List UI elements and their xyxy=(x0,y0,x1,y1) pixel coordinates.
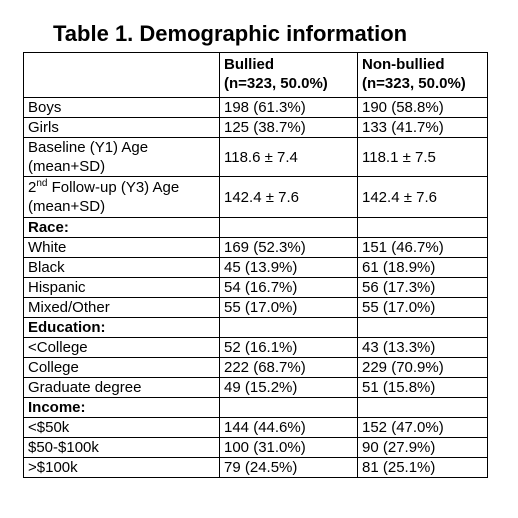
empty-cell xyxy=(220,318,358,338)
nonbullied-value: 133 (41.7%) xyxy=(358,118,488,138)
row-label: Mixed/Other xyxy=(24,298,220,318)
nonbullied-value: 81 (25.1%) xyxy=(358,458,488,478)
table-title: Table 1. Demographic information xyxy=(53,21,408,46)
table-row-followup-age xyxy=(24,177,488,218)
table-row-graduate-degree xyxy=(24,378,488,398)
row-label-rest: Follow-up (Y3) Age xyxy=(47,179,180,196)
ordinal-suffix: nd xyxy=(36,178,48,189)
row-label: $50-$100k xyxy=(24,438,220,458)
table-header-row xyxy=(24,53,488,98)
bullied-value: 169 (52.3%) xyxy=(220,238,358,258)
nonbullied-value: 55 (17.0%) xyxy=(358,298,488,318)
table-row-income-under-50k xyxy=(24,418,488,438)
section-label: Education: xyxy=(24,318,220,338)
section-label: Income: xyxy=(24,398,220,418)
row-label: <College xyxy=(24,338,220,358)
table-row-income-50-100k xyxy=(24,438,488,458)
row-label: Graduate degree xyxy=(24,378,220,398)
empty-cell xyxy=(358,218,488,238)
row-label-line2: (mean+SD) xyxy=(28,158,106,175)
row-label xyxy=(24,177,220,218)
row-label-line1 xyxy=(28,178,215,197)
row-label: Girls xyxy=(24,118,220,138)
table-row-girls xyxy=(24,118,488,138)
nonbullied-value: 51 (15.8%) xyxy=(358,378,488,398)
table-row-black xyxy=(24,258,488,278)
table-row-baseline-age xyxy=(24,138,488,177)
bullied-value: 198 (61.3%) xyxy=(220,98,358,118)
nonbullied-value: 229 (70.9%) xyxy=(358,358,488,378)
row-label xyxy=(24,138,220,177)
demographic-table xyxy=(23,52,488,478)
row-label: Boys xyxy=(24,98,220,118)
section-row-race xyxy=(24,218,488,238)
empty-cell xyxy=(358,398,488,418)
row-label-line2: (mean+SD) xyxy=(28,198,106,215)
section-row-education xyxy=(24,318,488,338)
nonbullied-value: 190 (58.8%) xyxy=(358,98,488,118)
row-label-line1: Baseline (Y1) Age xyxy=(28,139,149,156)
header-nonbullied xyxy=(358,53,488,98)
bullied-value: 100 (31.0%) xyxy=(220,438,358,458)
header-bullied-n: (n=323, 50.0%) xyxy=(224,75,328,92)
table-row-mixed-other xyxy=(24,298,488,318)
table-row-income-over-100k xyxy=(24,458,488,478)
nonbullied-value: 142.4 ± 7.6 xyxy=(358,177,488,218)
bullied-value: 52 (16.1%) xyxy=(220,338,358,358)
row-label: >$100k xyxy=(24,458,220,478)
section-label: Race: xyxy=(24,218,220,238)
ordinal-number: 2 xyxy=(28,179,37,196)
bullied-value: 54 (16.7%) xyxy=(220,278,358,298)
table-row-white xyxy=(24,238,488,258)
bullied-value: 118.6 ± 7.4 xyxy=(220,138,358,177)
bullied-value: 45 (13.9%) xyxy=(220,258,358,278)
header-nonbullied-label: Non-bullied xyxy=(362,56,445,73)
nonbullied-value: 152 (47.0%) xyxy=(358,418,488,438)
nonbullied-value: 43 (13.3%) xyxy=(358,338,488,358)
header-bullied-label: Bullied xyxy=(224,56,275,73)
nonbullied-value: 61 (18.9%) xyxy=(358,258,488,278)
table-row-college xyxy=(24,358,488,378)
bullied-value: 49 (15.2%) xyxy=(220,378,358,398)
header-nonbullied-n: (n=323, 50.0%) xyxy=(362,75,466,92)
row-label: <$50k xyxy=(24,418,220,438)
table-row-hispanic xyxy=(24,278,488,298)
nonbullied-value: 90 (27.9%) xyxy=(358,438,488,458)
bullied-value: 125 (38.7%) xyxy=(220,118,358,138)
row-label: White xyxy=(24,238,220,258)
table-row-boys xyxy=(24,98,488,118)
bullied-value: 222 (68.7%) xyxy=(220,358,358,378)
section-row-income xyxy=(24,398,488,418)
empty-cell xyxy=(358,318,488,338)
row-label: Hispanic xyxy=(24,278,220,298)
empty-cell xyxy=(220,218,358,238)
row-label: Black xyxy=(24,258,220,278)
bullied-value: 55 (17.0%) xyxy=(220,298,358,318)
table-row-less-than-college xyxy=(24,338,488,358)
nonbullied-value: 118.1 ± 7.5 xyxy=(358,138,488,177)
bullied-value: 79 (24.5%) xyxy=(220,458,358,478)
header-empty-cell xyxy=(24,53,220,98)
bullied-value: 142.4 ± 7.6 xyxy=(220,177,358,218)
bullied-value: 144 (44.6%) xyxy=(220,418,358,438)
header-bullied xyxy=(220,53,358,98)
nonbullied-value: 151 (46.7%) xyxy=(358,238,488,258)
row-label: College xyxy=(24,358,220,378)
empty-cell xyxy=(220,398,358,418)
nonbullied-value: 56 (17.3%) xyxy=(358,278,488,298)
